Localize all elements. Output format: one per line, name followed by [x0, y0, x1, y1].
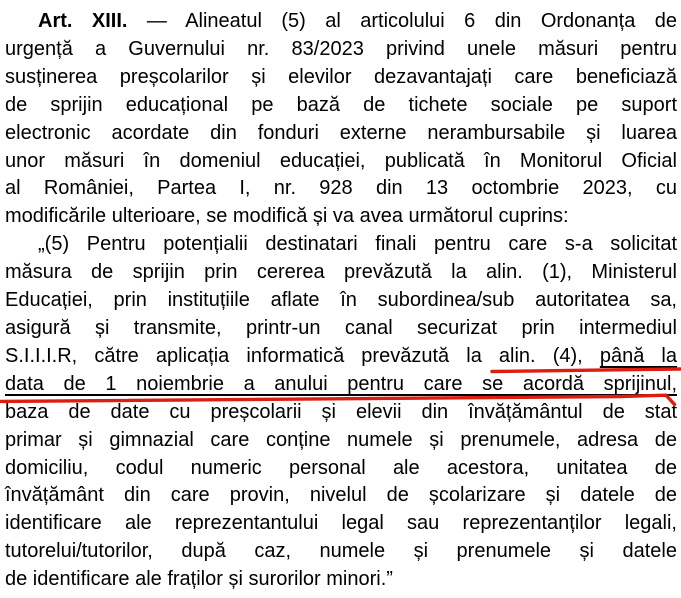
text-line — [5, 36, 677, 64]
text-line — [5, 231, 677, 259]
line-text: primar și gimnazial care conține numele și prenumele, adresa de — [5, 428, 677, 451]
text-line — [5, 8, 677, 36]
text-line — [5, 64, 677, 92]
line-text: baza de date cu preșcolarii și elevii din învățământul de stat — [5, 400, 677, 423]
text-line — [5, 427, 677, 455]
text-line — [5, 538, 677, 566]
line-text: de sprijin educațional pe bază de tichete sociale pe suport — [5, 93, 677, 116]
text-line — [5, 287, 677, 315]
text-line — [5, 148, 677, 176]
text-line — [5, 315, 677, 343]
text-line — [5, 175, 677, 203]
line-text: urgență a Guvernului nr. 83/2023 privind unele măsuri pentru — [5, 37, 677, 60]
line-text: asigură și transmite, printr-un canal securizat prin intermediul — [5, 316, 677, 339]
line-text: al României, Partea I, nr. 928 din 13 octombrie 2023, cu — [5, 177, 677, 200]
line-text: de identificare ale fraților și surorilor minori.” — [5, 568, 393, 591]
text-line — [5, 455, 677, 483]
line-text: susținerea preșcolarilor și elevilor dezavantajați care beneficiază — [5, 65, 677, 88]
text-line — [5, 343, 677, 371]
line-text: electronic acordate din fonduri externe nerambursabile și luarea — [5, 121, 677, 144]
line-text: unor măsuri în domeniul educației, publicată în Monitorul Oficial — [5, 149, 677, 172]
text-line — [5, 510, 677, 538]
text-line — [5, 92, 677, 120]
text-line — [5, 371, 677, 399]
underlined-phrase: până la — [599, 344, 677, 367]
text-line — [5, 399, 677, 427]
text-line — [5, 120, 677, 148]
line-text: „(5) Pentru potențialii destinatari finali pentru care s-a solicitat — [38, 233, 677, 256]
line-text: măsura de sprijin prin cererea prevăzută la alin. (1), Ministerul — [5, 261, 677, 284]
line-text: Educației, prin instituțiile aflate în subordinea/sub autoritatea sa, — [5, 289, 677, 312]
line-text: domiciliu, codul numeric personal ale acestora, unitatea de — [5, 456, 677, 479]
text-line — [5, 259, 677, 287]
line-text: învățământ din care provin, nivelul de școlarizare și datele de — [5, 484, 677, 507]
text-line — [5, 203, 677, 231]
line-text: modificările ulterioare, se modifică și va avea următorul cuprins: — [5, 205, 569, 228]
article-number: Art. XIII. — [38, 10, 128, 32]
line-text: tutorelui/tutorilor, după caz, numele și prenumele și datele — [5, 540, 677, 563]
underlined-phrase: data de 1 noiembrie a anului pentru care se acordă sprijinul, — [5, 372, 677, 395]
line-text: S.I.I.I.R, către aplicația informatică prevăzută la alin. (4), — [5, 344, 600, 367]
line-text: — Alineatul (5) al articolului 6 din Ordonanța de — [127, 10, 678, 32]
text-line — [5, 482, 677, 510]
text-line — [5, 566, 677, 594]
line-text: identificare ale reprezentantului legal sau reprezentanților legali, — [5, 512, 677, 535]
